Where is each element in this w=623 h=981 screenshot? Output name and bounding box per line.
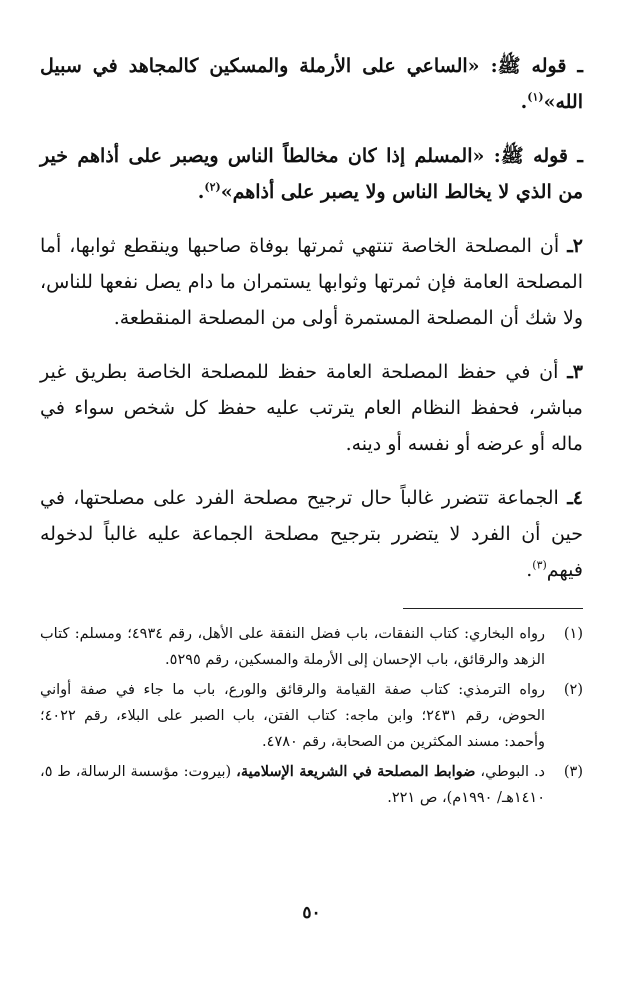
page-number: ٥٠ <box>302 903 321 923</box>
point-3-text: أن في حفظ المصلحة العامة حفظ للمصلحة الخاصة بطريق غير مباشر، فحفظ النظام العام يترتب عليه حفظ كل شخص سواء في ماله أو عرضه أو نفسه أو دينه. <box>40 361 583 455</box>
hadith-quote-1: ـ قوله ﷺ: «الساعي على الأرملة والمسكين كالمجاهد في سبيل الله»$^{(١)}$. <box>40 55 583 113</box>
point-2-text: أن المصلحة الخاصة تنتهي ثمرتها بوفاة صاحبها وينقطع ثوابها، أما المصلحة العامة فإن ثمرتها وثوابها يستمران ما دام يصل نفعها للناس، ولا شك أن المصلحة المستمرة أولى من المصلحة المنقطعة. <box>40 235 583 329</box>
footnotes <box>40 621 583 811</box>
footnote-1 <box>40 621 583 673</box>
footnote-2 <box>40 677 583 755</box>
point-4-text: الجماعة تتضرر غالباً حال ترجيح مصلحة الفرد على مصلحتها، في حين أن الفرد لا يتضرر بترجيح مصلحة الجماعة عليه غالباً لدخوله فيهم <box>40 487 583 581</box>
footnote-3-number: (٣) <box>563 764 583 780</box>
hadith-quote-1-text: ـ قوله ﷺ: «الساعي على الأرملة والمسكين كالمجاهد في سبيل الله» <box>40 55 583 113</box>
hadith-quote-2: ـ قوله ﷺ: «المسلم إذا كان مخالطاً الناس ويصبر على أذاهم خير من الذي لا يخالط الناس ولا يصبر على أذاهم»$^{(٢)}$. <box>40 145 583 203</box>
footnote-3-author: د. البوطي، <box>480 764 546 780</box>
point-4-number: ٤ـ <box>567 487 583 509</box>
footnote-ref-3[interactable]: (٣) <box>532 558 547 572</box>
footnote-3 <box>40 759 583 811</box>
page-body <box>40 48 583 815</box>
point-3 <box>40 354 583 462</box>
footnote-1-number: (١) <box>563 626 583 642</box>
footnote-3-publication: (بيروت: مؤسسة الرسالة، ط ٥، ١٤١٠هـ/ ١٩٩٠م)، ص ٢٢١. <box>40 764 545 806</box>
point-2-number: ٢ـ <box>567 235 584 257</box>
point-4: ٤ـ الجماعة تتضرر غالباً حال ترجيح مصلحة الفرد على مصلحتها، في حين أن الفرد لا يتضرر بترجيح مصلحة الجماعة عليه غالباً لدخوله فيهم$^{(٣)}$. <box>40 487 583 581</box>
point-3-number: ٣ـ <box>567 361 583 383</box>
footnote-ref-1[interactable]: (١) <box>527 90 544 104</box>
hadith-quote-2-text: ـ قوله ﷺ: «المسلم إذا كان مخالطاً الناس ويصبر على أذاهم خير من الذي لا يخالط الناس ولا يصبر على أذاهم» <box>40 145 583 203</box>
footnote-ref-2[interactable]: (٢) <box>204 180 221 194</box>
footnote-1-text: رواه البخاري: كتاب النفقات، باب فضل النفقة على الأهل، رقم ٤٩٣٤؛ ومسلم: كتاب الزهد والرقائق، باب الإحسان إلى الأرملة والمسكين، رقم ٥٢٩٥. <box>40 626 546 668</box>
footnote-divider <box>403 608 583 609</box>
footnote-3-text <box>40 759 545 811</box>
point-2 <box>40 228 583 336</box>
footnote-3-book-title: ضوابط المصلحة في الشريعة الإسلامية، <box>236 763 476 780</box>
footnote-2-number: (٢) <box>563 682 583 698</box>
footnote-2-text: رواه الترمذي: كتاب صفة القيامة والرقائق والورع، باب ما جاء في صفة أواني الحوض، رقم ٢٤٣١؛ وابن ماجه: كتاب الفتن، باب الصبر على البلاء، رقم ٤٠٢٢؛ وأحمد: مسند المكثرين من الصحابة، رقم ٤٧٨٠. <box>40 682 545 750</box>
